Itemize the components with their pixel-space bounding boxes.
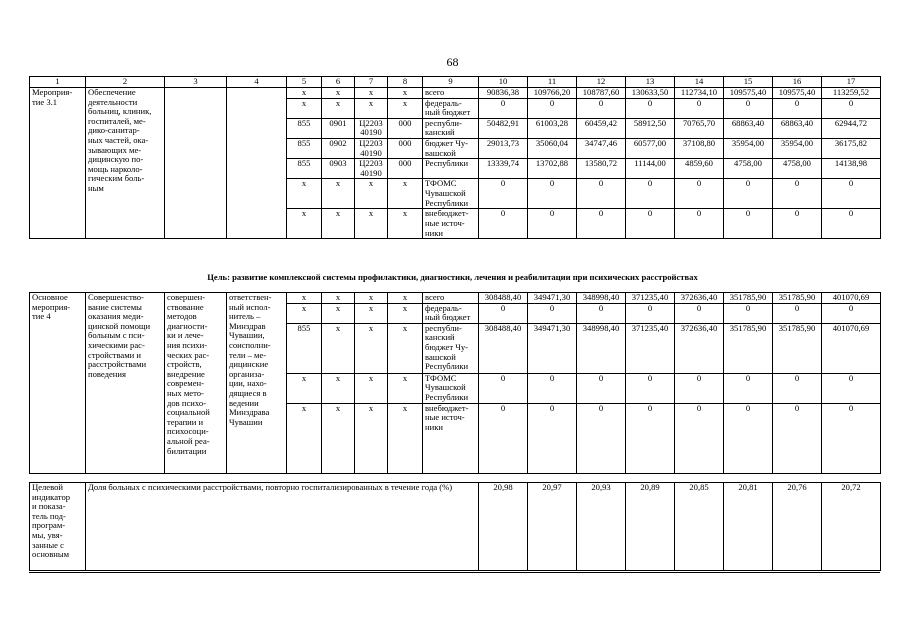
funding-source: Республики <box>423 159 479 179</box>
value-cell: 61003,28 <box>528 118 577 138</box>
value-cell: 0 <box>675 98 724 118</box>
funding-source: внебюджет- ные источ- ники <box>423 403 479 473</box>
value-cell: 351785,90 <box>724 293 773 304</box>
indicator-row <box>30 483 881 571</box>
value-cell: 68863,40 <box>773 118 822 138</box>
value-cell: 0 <box>626 303 675 323</box>
value-cell: 0 <box>675 403 724 473</box>
header-cell: 4 <box>227 77 287 88</box>
value-cell: 351785,90 <box>773 323 822 373</box>
header-cell: 7 <box>355 77 388 88</box>
indicator-value: 20,72 <box>822 483 881 571</box>
code-cell: x <box>287 373 322 403</box>
code-cell: x <box>322 373 355 403</box>
code-cell: 855 <box>287 323 322 373</box>
value-cell: 4758,00 <box>724 159 773 179</box>
value-cell: 308488,40 <box>479 323 528 373</box>
funding-source: всего <box>423 88 479 99</box>
value-cell: 130633,50 <box>626 88 675 99</box>
indicator-value: 20,98 <box>479 483 528 571</box>
value-cell: 0 <box>724 179 773 209</box>
value-cell: 351785,90 <box>773 293 822 304</box>
value-cell: 13580,72 <box>577 159 626 179</box>
header-cell: 10 <box>479 77 528 88</box>
code-cell: x <box>287 293 322 304</box>
indicator-value: 20,97 <box>528 483 577 571</box>
code-cell: Ц2203 40190 <box>355 118 388 138</box>
value-cell: 0 <box>479 303 528 323</box>
header-cell: 8 <box>388 77 423 88</box>
code-cell: x <box>322 179 355 209</box>
event-number: Основное мероприя- тие 4 <box>30 293 86 474</box>
header-cell: 11 <box>528 77 577 88</box>
value-cell: 0 <box>528 179 577 209</box>
value-cell: 4859,60 <box>675 159 724 179</box>
value-cell: 0 <box>724 403 773 473</box>
code-cell: x <box>355 303 388 323</box>
code-cell: x <box>322 209 355 239</box>
value-cell: 90836,38 <box>479 88 528 99</box>
value-cell: 372636,40 <box>675 293 724 304</box>
empty-cell <box>227 88 287 239</box>
code-cell: x <box>388 323 423 373</box>
value-cell: 0 <box>528 373 577 403</box>
value-cell: 0 <box>577 303 626 323</box>
code-cell: x <box>322 303 355 323</box>
code-cell: x <box>355 323 388 373</box>
value-cell: 35060,04 <box>528 138 577 158</box>
value-cell: 109575,40 <box>773 88 822 99</box>
value-cell: 0 <box>577 373 626 403</box>
value-cell: 0 <box>822 373 881 403</box>
code-cell: x <box>355 209 388 239</box>
value-cell: 108787,60 <box>577 88 626 99</box>
value-cell: 348998,40 <box>577 293 626 304</box>
value-cell: 0 <box>822 403 881 473</box>
value-cell: 0 <box>577 403 626 473</box>
header-cell: 12 <box>577 77 626 88</box>
code-cell: x <box>355 88 388 99</box>
funding-source: республи- канский бюджет Чу- вашской Республики <box>423 323 479 373</box>
table-row <box>30 293 881 304</box>
value-cell: 0 <box>675 373 724 403</box>
code-cell: x <box>388 179 423 209</box>
indicator-label: Целевой индикатор и показа- тель под- програм- мы, увя- занные с основным <box>30 483 86 571</box>
indicator-value: 20,85 <box>675 483 724 571</box>
code-cell: 000 <box>388 118 423 138</box>
value-cell: 0 <box>577 209 626 239</box>
indicator-table <box>29 482 881 571</box>
code-cell: 000 <box>388 138 423 158</box>
value-cell: 0 <box>626 403 675 473</box>
header-cell: 17 <box>822 77 881 88</box>
value-cell: 60577,00 <box>626 138 675 158</box>
value-cell: 0 <box>626 179 675 209</box>
value-cell: 0 <box>724 303 773 323</box>
funding-source: всего <box>423 293 479 304</box>
value-cell: 70765,70 <box>675 118 724 138</box>
funding-source: бюджет Чу- вашской <box>423 138 479 158</box>
page-number: 68 <box>446 55 459 69</box>
value-cell: 50482,91 <box>479 118 528 138</box>
value-cell: 351785,90 <box>724 323 773 373</box>
code-cell: x <box>287 88 322 99</box>
value-cell: 0 <box>479 403 528 473</box>
value-cell: 371235,40 <box>626 293 675 304</box>
code-cell: 855 <box>287 159 322 179</box>
value-cell: 4758,00 <box>773 159 822 179</box>
value-cell: 0 <box>773 373 822 403</box>
code-cell: x <box>388 293 423 304</box>
indicator-value: 20,81 <box>724 483 773 571</box>
value-cell: 0 <box>773 403 822 473</box>
program-table-part-2 <box>29 292 881 474</box>
code-cell: 855 <box>287 118 322 138</box>
code-cell: Ц2203 40190 <box>355 159 388 179</box>
program-table-part-1 <box>29 76 881 239</box>
value-cell: 34747,46 <box>577 138 626 158</box>
value-cell: 0 <box>822 98 881 118</box>
value-cell: 0 <box>675 209 724 239</box>
value-cell: 0 <box>528 303 577 323</box>
value-cell: 0 <box>626 209 675 239</box>
value-cell: 35954,00 <box>724 138 773 158</box>
code-cell: 0902 <box>322 138 355 158</box>
value-cell: 401070,69 <box>822 323 881 373</box>
table-row <box>30 88 881 99</box>
value-cell: 0 <box>479 98 528 118</box>
value-cell: 0 <box>724 98 773 118</box>
value-cell: 0 <box>773 179 822 209</box>
code-cell: x <box>355 179 388 209</box>
value-cell: 0 <box>773 303 822 323</box>
value-cell: 0 <box>577 179 626 209</box>
value-cell: 0 <box>626 373 675 403</box>
header-cell: 6 <box>322 77 355 88</box>
responsible-executor: ответствен- ный испол- нитель – Минздрав Чувашии, соисполни- тели – ме- дицинские организа- ции, нахо- дящиеся в ведении Минздрава Чувашии <box>227 293 287 474</box>
event-goal: совершен- ствование методов диагности- ки и лече- ния психи- ческих рас- стройств, внедрение современ- ных мето- дов психо- социальной терапии и психосоци- альной реа- билитации <box>165 293 227 474</box>
code-cell: 0903 <box>322 159 355 179</box>
header-cell: 9 <box>423 77 479 88</box>
value-cell: 37108,80 <box>675 138 724 158</box>
value-cell: 0 <box>528 403 577 473</box>
value-cell: 308488,40 <box>479 293 528 304</box>
value-cell: 0 <box>822 209 881 239</box>
indicator-value: 20,89 <box>626 483 675 571</box>
value-cell: 14138,98 <box>822 159 881 179</box>
indicator-value: 20,76 <box>773 483 822 571</box>
value-cell: 109575,40 <box>724 88 773 99</box>
code-cell: 855 <box>287 138 322 158</box>
code-cell: x <box>287 303 322 323</box>
header-cell: 1 <box>30 77 86 88</box>
code-cell: x <box>388 403 423 473</box>
value-cell: 371235,40 <box>626 323 675 373</box>
indicator-value: 20,93 <box>577 483 626 571</box>
funding-source: ТФОМС Чувашской Республики <box>423 373 479 403</box>
value-cell: 29013,73 <box>479 138 528 158</box>
code-cell: x <box>287 98 322 118</box>
value-cell: 68863,40 <box>724 118 773 138</box>
header-cell: 16 <box>773 77 822 88</box>
funding-source: федераль- ный бюджет <box>423 303 479 323</box>
value-cell: 401070,69 <box>822 293 881 304</box>
code-cell: x <box>322 98 355 118</box>
goal-heading: Цель: развитие комплексной системы профилактики, диагностики, лечения и реабилитации при психических расстройствах <box>207 272 698 282</box>
code-cell: x <box>322 293 355 304</box>
value-cell: 109766,20 <box>528 88 577 99</box>
value-cell: 0 <box>528 98 577 118</box>
value-cell: 0 <box>577 98 626 118</box>
value-cell: 58912,50 <box>626 118 675 138</box>
code-cell: x <box>287 403 322 473</box>
header-cell: 3 <box>165 77 227 88</box>
funding-source: внебюджет- ные источ- ники <box>423 209 479 239</box>
code-cell: x <box>355 293 388 304</box>
value-cell: 0 <box>822 303 881 323</box>
value-cell: 0 <box>822 179 881 209</box>
code-cell: x <box>355 373 388 403</box>
value-cell: 13339,74 <box>479 159 528 179</box>
value-cell: 60459,42 <box>577 118 626 138</box>
value-cell: 349471,30 <box>528 293 577 304</box>
value-cell: 0 <box>479 373 528 403</box>
value-cell: 0 <box>479 179 528 209</box>
funding-source: республи- канский <box>423 118 479 138</box>
code-cell: 0901 <box>322 118 355 138</box>
value-cell: 113259,52 <box>822 88 881 99</box>
code-cell: x <box>322 88 355 99</box>
header-cell: 15 <box>724 77 773 88</box>
value-cell: 0 <box>528 209 577 239</box>
code-cell: x <box>388 88 423 99</box>
value-cell: 0 <box>773 209 822 239</box>
code-cell: x <box>287 209 322 239</box>
code-cell: Ц2203 40190 <box>355 138 388 158</box>
value-cell: 62944,72 <box>822 118 881 138</box>
event-name: Обеспечение деятельности больниц, клиник, госпиталей, ме- дико-санитар- ных частей, ока- зывающих ме- дицинскую по- мощь нарколо- гическим боль- ным <box>86 88 165 239</box>
header-row <box>30 77 881 88</box>
code-cell: x <box>287 179 322 209</box>
header-cell: 2 <box>86 77 165 88</box>
value-cell: 0 <box>675 179 724 209</box>
value-cell: 0 <box>675 303 724 323</box>
code-cell: x <box>355 403 388 473</box>
value-cell: 13702,88 <box>528 159 577 179</box>
funding-source: федераль- ный бюджет <box>423 98 479 118</box>
indicator-text: Доля больных с психическими расстройствами, повторно госпитализированных в течение года (%) <box>86 483 479 571</box>
header-cell: 13 <box>626 77 675 88</box>
value-cell: 11144,00 <box>626 159 675 179</box>
header-cell: 5 <box>287 77 322 88</box>
code-cell: x <box>388 303 423 323</box>
event-number: Мероприя- тие 3.1 <box>30 88 86 239</box>
code-cell: 000 <box>388 159 423 179</box>
value-cell: 35954,00 <box>773 138 822 158</box>
header-cell: 14 <box>675 77 724 88</box>
value-cell: 372636,40 <box>675 323 724 373</box>
value-cell: 0 <box>773 98 822 118</box>
table-bottom-border <box>29 572 880 573</box>
code-cell: x <box>388 98 423 118</box>
value-cell: 0 <box>724 209 773 239</box>
empty-cell <box>165 88 227 239</box>
event-name: Совершенство- вание системы оказания меди- цинской помощи больным с пси- хическими рас- стройствами и расстройствами поведения <box>86 293 165 474</box>
funding-source: ТФОМС Чувашской Республики <box>423 179 479 209</box>
value-cell: 112734,10 <box>675 88 724 99</box>
value-cell: 348998,40 <box>577 323 626 373</box>
code-cell: x <box>322 403 355 473</box>
code-cell: x <box>322 323 355 373</box>
code-cell: x <box>388 209 423 239</box>
code-cell: x <box>388 373 423 403</box>
value-cell: 0 <box>479 209 528 239</box>
value-cell: 349471,30 <box>528 323 577 373</box>
value-cell: 36175,82 <box>822 138 881 158</box>
value-cell: 0 <box>724 373 773 403</box>
value-cell: 0 <box>626 98 675 118</box>
code-cell: x <box>355 98 388 118</box>
